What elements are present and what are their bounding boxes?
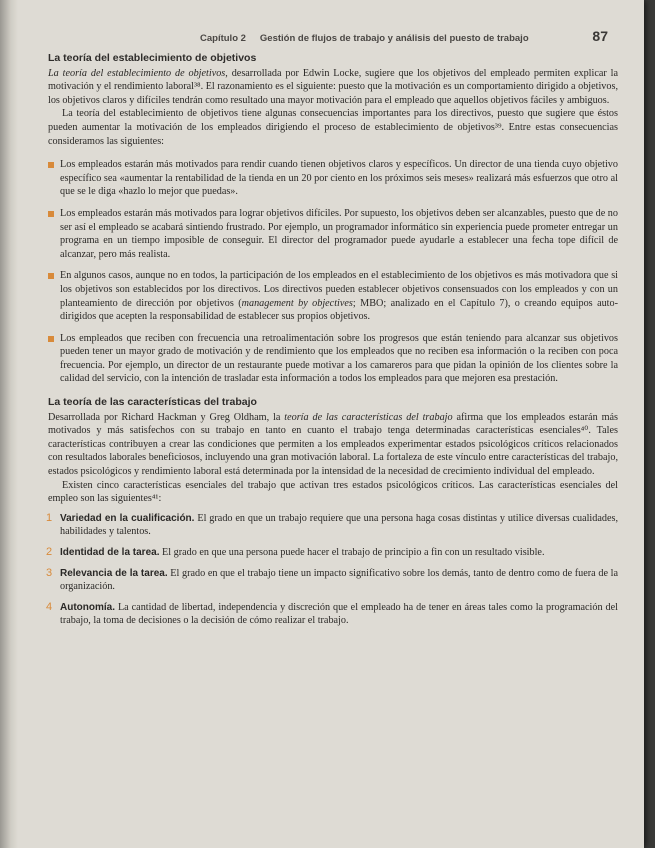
running-header <box>200 28 608 44</box>
list-item-text: En algunos casos, aunque no en todos, la participación de los empleados en el establecimiento de los objetivos es más motivadora que si los objetivos son establecidos por los directivos. Los directivos pueden establecer objetivos consensuados con los empleados y con un planteamiento de dirección por objetivos ( <box>60 270 618 309</box>
list-item-text: Los empleados estarán más motivados para rendir cuando tienen objetivos claros y específicos. Un director de una tienda cuyo objetivo específico sea «aumentar la rentabilidad de la tienda en un 20 por ciento en los próximos seis meses» realizará más esfuerzos que otro al que se le diga «hazlo lo mejor que puedas». <box>60 159 618 198</box>
italic-term: La teoría del establecimiento de objetivos <box>48 67 226 79</box>
numbered-list <box>48 512 618 628</box>
item-text: El grado en que una persona puede hacer el trabajo de principio a fin con un resultado visible. <box>159 547 545 558</box>
list-item <box>48 207 618 261</box>
paragraph-text: afirma que los empleados estarán más motivados y más satisfechos con su trabajo en tanto en cuanto el trabajo tenga determinadas características esenciales⁴⁰. Tales características contribuyen a crear las condiciones que permiten a los empleados experimentar estados psicológicos críticos relacionados con resultados laborales beneficiosos, incluyendo una gran motivación laboral. La fortaleza de este vínculo entre características del trabajo, estados psicológicos y rendimiento laboral está determinada por la intensidad de la necesidad de crecimiento individual del empleado. <box>48 411 618 478</box>
chapter-title: Gestión de flujos de trabajo y análisis del puesto de trabajo <box>259 33 529 44</box>
list-item-text: Los empleados estarán más motivados para lograr objetivos difíciles. Por supuesto, los objetivos deben ser alcanzables, puesto que de no ser así el empleado se acabará sintiendo frustrado. Por ejemplo, un programador informático sin experiencia puede prometer entregar un programa en un tiempo imposible de conseguir. El director del programador puede ayudarle a establecer una fecha tope difícil de alcanzar, pero más realista. <box>60 207 618 260</box>
page-content <box>48 52 618 635</box>
list-item-text: ; MBO; analizado en el Capítulo 7), o creando equipos auto-dirigidos que acepten la responsabilidad de establecer sus propios objetivos. <box>60 297 619 323</box>
paragraph-text: Desarrollada por Richard Hackman y Greg Oldham, la <box>48 411 285 423</box>
item-term: Identidad de la tarea. <box>60 547 160 558</box>
item-text: El grado en que un trabajo requiere que una persona haga cosas distintas y utilice diversas cualidades, habilidades y talentos. <box>60 512 618 538</box>
item-term: Relevancia de la tarea. <box>60 567 168 579</box>
item-term: Variedad en la cualificación. <box>60 512 195 524</box>
section-heading-goal-setting: La teoría del establecimiento de objetivos <box>48 52 257 64</box>
paragraph <box>48 67 618 108</box>
bullet-square-icon <box>48 162 54 168</box>
paragraph-text: , desarrollada por Edwin Locke, sugiere que los objetivos del empleado permiten explicar la motivación y el rendimiento laboral³⁸. El razonamiento es el siguiente: puesto que la motivación es un comportamiento dirigido a objetivos, los objetivos claros y difíciles tendrán como resultado una mayor motivación para el empleado que aquellos objetivos fáciles y ambiguos. <box>48 67 618 106</box>
paragraph <box>48 411 618 479</box>
italic-term: teoría de las características del trabajo <box>284 411 453 423</box>
list-item <box>48 567 618 594</box>
item-number: 3 <box>46 566 53 579</box>
italic-term: management by objectives <box>241 297 353 309</box>
list-item <box>48 158 618 199</box>
section-job-characteristics <box>48 396 618 628</box>
bullet-square-icon <box>48 273 54 279</box>
list-item <box>48 546 618 560</box>
item-text: El grado en que el trabajo tiene un impacto significativo sobre los demás, tanto de dentro como de fuera de la organización. <box>60 567 618 593</box>
item-number: 2 <box>46 546 53 558</box>
paragraph: La teoría del establecimiento de objetivos tiene algunas consecuencias importantes para los directivos, puesto que sugiere que éstos pueden aumentar la motivación de los empleados dirigiendo el proceso de establecimiento de objetivos³⁹. Entre estas consecuencias consideramos las siguientes: <box>48 108 618 147</box>
item-number: 4 <box>46 600 53 613</box>
page-number: 87 <box>592 28 608 44</box>
list-item-text: Los empleados que reciben con frecuencia una retroalimentación sobre los progresos que están teniendo para alcanzar sus objetivos pueden tener un mayor grado de motivación y de rendimiento que los empleados que no reciben esa información o la reciben con poca frecuencia. Por ejemplo, un director de un restaurante puede motivar a los camareros para que pidan la opinión de los clientes sobre la calidad del servicio, con la intención de trasladar esta información a todos los empleados para que mejoren esa prestación. <box>60 332 618 385</box>
list-item <box>48 332 618 386</box>
paragraph: Existen cinco características esenciales del trabajo que activan tres estados psicológicos críticos. Las características esenciales del empleo son las siguientes⁴¹: <box>48 479 618 505</box>
list-item <box>48 601 618 628</box>
bullet-square-icon <box>48 211 54 217</box>
item-number: 1 <box>46 511 53 524</box>
section-heading-job-characteristics: La teoría de las características del trabajo <box>48 396 257 409</box>
item-term: Autonomía. <box>60 601 115 613</box>
list-item <box>48 269 618 323</box>
list-item <box>48 512 618 539</box>
page-binding-shadow <box>0 0 18 848</box>
chapter-label: Capítulo 2 <box>200 33 246 44</box>
bullet-square-icon <box>48 336 54 342</box>
bullet-list <box>48 158 618 386</box>
item-text: La cantidad de libertad, independencia y discreción que el empleado ha de tener en áreas tales como la programación del trabajo, la toma de decisiones o la decisión de cómo realizar el trabajo. <box>60 601 618 627</box>
